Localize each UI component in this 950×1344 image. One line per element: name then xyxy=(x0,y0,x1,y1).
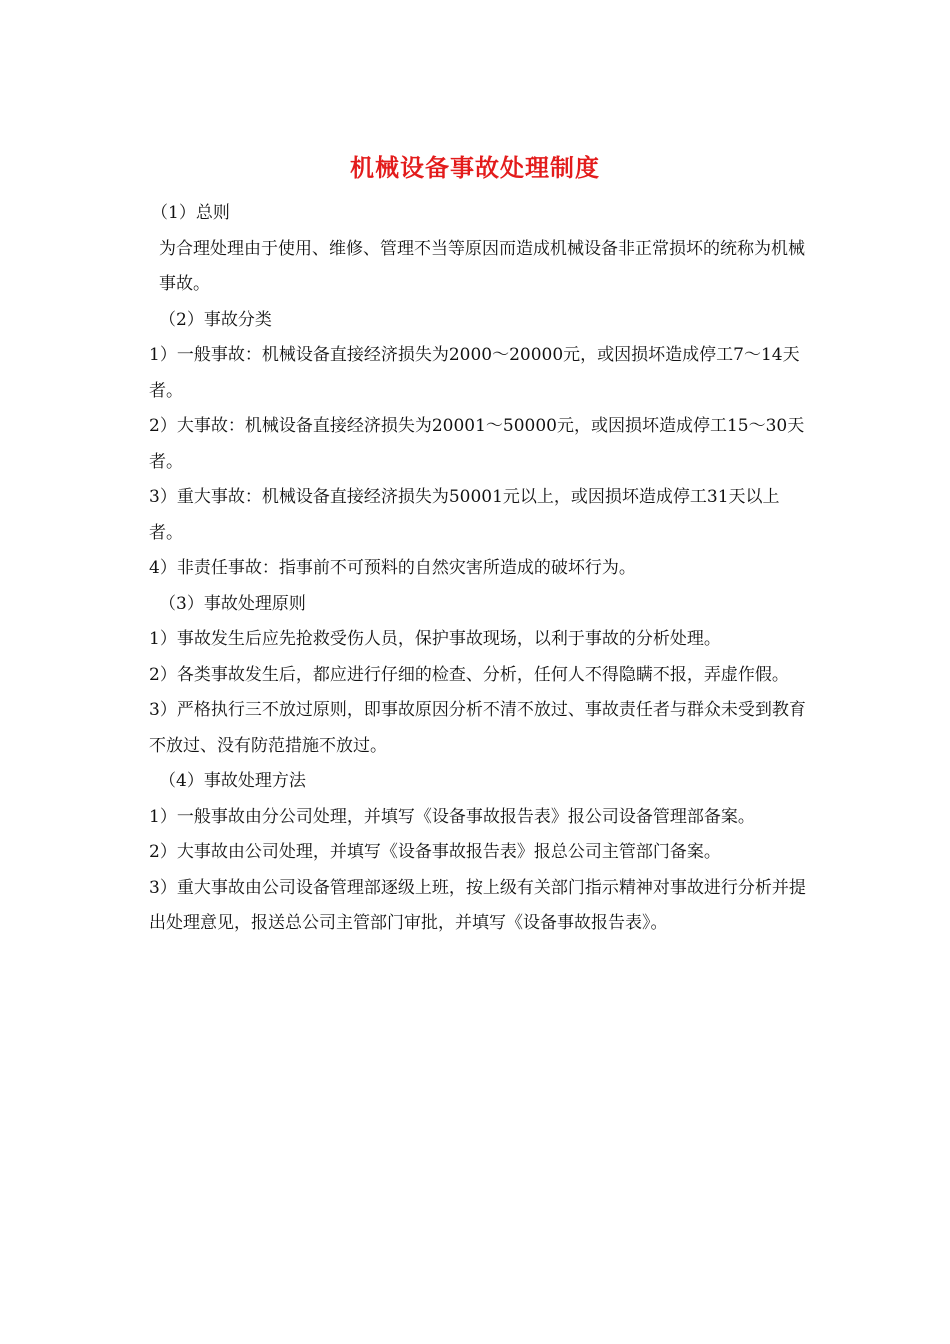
section-heading-methods: （4）事故处理方法 xyxy=(159,771,306,791)
paragraph-minor-accident: 1）一般事故：机械设备直接经济损失为2000～20000元，或因损坏造成停工7～14天者。 xyxy=(149,345,800,401)
section-heading-general: （1）总则 xyxy=(151,203,230,223)
section-heading-principles: （3）事故处理原则 xyxy=(159,593,306,614)
paragraph-method-2: 2）大事故由公司处理，并填写《设备事故报告表》报总公司主管部门备案。 xyxy=(149,842,721,862)
paragraph-general: 为合理处理由于使用、维修、管理不当等原因而造成机械设备非正常损坏的统称为机械事故。 xyxy=(159,238,805,294)
paragraph-serious-accident: 3）重大事故：机械设备直接经济损失为50001元以上，或因损坏造成停工31天以上者。 xyxy=(149,487,780,543)
paragraph-principle-1: 1）事故发生后应先抢救受伤人员，保护事故现场，以利于事故的分析处理。 xyxy=(149,629,721,649)
document-title: 机械设备事故处理制度 xyxy=(350,153,600,182)
paragraph-major-accident: 2）大事故：机械设备直接经济损失为20001～50000元，或因损坏造成停工15～30天者。 xyxy=(149,416,805,472)
paragraph-principle-2: 2）各类事故发生后，都应进行仔细的检查、分析，任何人不得隐瞒不报，弄虚作假。 xyxy=(149,664,789,685)
section-heading-classification: （2）事故分类 xyxy=(159,309,272,330)
paragraph-method-3: 3）重大事故由公司设备管理部逐级上班，按上级有关部门指示精神对事故进行分析并提出处理意见，报送总公司主管部门审批，并填写《设备事故报告表》。 xyxy=(149,877,806,933)
document-body xyxy=(143,196,811,942)
paragraph-principle-3: 3）严格执行三不放过原则，即事故原因分析不清不放过、事故责任者与群众未受到教育不放过、没有防范措施不放过。 xyxy=(149,700,806,756)
paragraph-non-liability-accident: 4）非责任事故：指事前不可预料的自然灾害所造成的破坏行为。 xyxy=(149,558,636,578)
paragraph-method-1: 1）一般事故由分公司处理，并填写《设备事故报告表》报公司设备管理部备案。 xyxy=(149,806,755,827)
